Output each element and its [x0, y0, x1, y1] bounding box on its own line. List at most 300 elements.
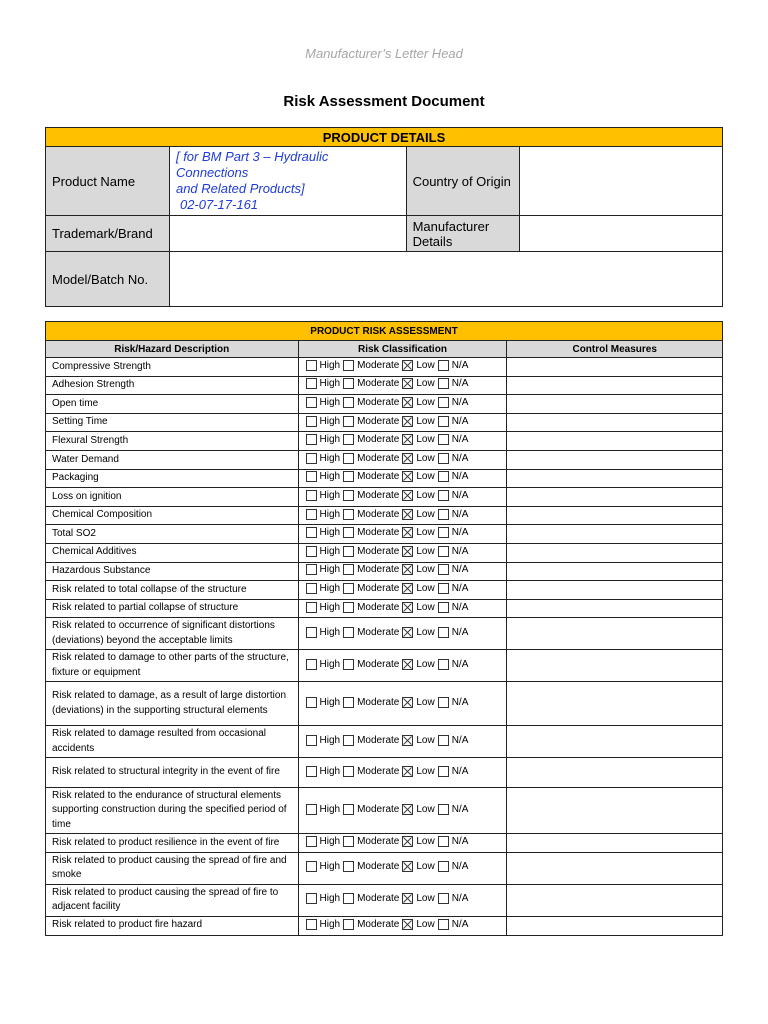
checkbox-icon[interactable] [306, 397, 317, 408]
risk-description: Risk related to damage to other parts of the structure, fixture or equipment [46, 650, 299, 682]
option-low[interactable] [402, 861, 434, 872]
checkbox-icon[interactable] [343, 659, 354, 670]
option-high[interactable] [306, 735, 341, 746]
risk-classification [298, 469, 507, 488]
option-label: N/A [451, 765, 469, 777]
option-high[interactable] [306, 804, 341, 815]
option-label: Low [416, 582, 435, 594]
checkbox-icon[interactable] [402, 453, 413, 464]
checkbox-icon[interactable] [402, 583, 413, 594]
risk-row [46, 395, 723, 414]
option-na[interactable] [438, 697, 469, 708]
risk-description: Total SO2 [46, 525, 299, 544]
checkbox-icon[interactable] [402, 360, 413, 371]
checkbox-icon[interactable] [343, 471, 354, 482]
option-high[interactable] [306, 893, 341, 904]
checkbox-icon[interactable] [402, 602, 413, 613]
option-label: Low [416, 626, 435, 638]
option-label: Moderate [357, 471, 400, 483]
option-na[interactable] [438, 804, 469, 815]
option-moderate[interactable] [343, 416, 399, 427]
option-moderate[interactable] [343, 509, 399, 520]
checkbox-icon[interactable] [438, 836, 449, 847]
option-label: Moderate [357, 378, 400, 390]
risk-classification [298, 852, 507, 884]
country-of-origin-value[interactable] [519, 147, 722, 216]
option-na[interactable] [438, 416, 469, 427]
risk-assessment-table [45, 321, 723, 936]
checkbox-icon[interactable] [438, 416, 449, 427]
checkbox-icon[interactable] [343, 416, 354, 427]
checkbox-icon[interactable] [438, 509, 449, 520]
checkbox-icon[interactable] [306, 583, 317, 594]
product-name-label: Product Name [46, 147, 170, 216]
option-low[interactable] [402, 564, 434, 575]
risk-row [46, 562, 723, 581]
option-moderate[interactable] [343, 697, 399, 708]
option-label: N/A [451, 508, 469, 520]
option-label: High [319, 434, 341, 446]
control-measures-cell[interactable] [507, 884, 723, 916]
option-high[interactable] [306, 416, 341, 427]
option-low[interactable] [402, 434, 434, 445]
option-label: Moderate [357, 489, 400, 501]
option-low[interactable] [402, 471, 434, 482]
checkbox-icon[interactable] [343, 434, 354, 445]
checkbox-icon[interactable] [306, 490, 317, 501]
checkbox-icon[interactable] [343, 861, 354, 872]
option-low[interactable] [402, 583, 434, 594]
checkbox-icon[interactable] [402, 416, 413, 427]
option-moderate[interactable] [343, 564, 399, 575]
option-low[interactable] [402, 804, 434, 815]
option-high[interactable] [306, 509, 341, 520]
checkbox-icon[interactable] [438, 434, 449, 445]
checkbox-icon[interactable] [402, 804, 413, 815]
option-label: High [319, 836, 341, 848]
option-na[interactable] [438, 766, 469, 777]
checkbox-icon[interactable] [438, 861, 449, 872]
checkbox-icon[interactable] [402, 836, 413, 847]
option-high[interactable] [306, 602, 341, 613]
control-measures-cell[interactable] [507, 834, 723, 853]
option-na[interactable] [438, 360, 469, 371]
control-measures-cell[interactable] [507, 413, 723, 432]
option-high[interactable] [306, 360, 341, 371]
option-low[interactable] [402, 527, 434, 538]
option-low[interactable] [402, 766, 434, 777]
option-label: Moderate [357, 696, 400, 708]
checkbox-icon[interactable] [438, 546, 449, 557]
option-moderate[interactable] [343, 527, 399, 538]
option-na[interactable] [438, 490, 469, 501]
checkbox-icon[interactable] [438, 453, 449, 464]
option-moderate[interactable] [343, 836, 399, 847]
control-measures-cell[interactable] [507, 581, 723, 600]
control-measures-cell[interactable] [507, 682, 723, 726]
option-moderate[interactable] [343, 766, 399, 777]
checkbox-icon[interactable] [438, 627, 449, 638]
option-high[interactable] [306, 919, 341, 930]
model-batch-value[interactable] [169, 252, 722, 307]
option-na[interactable] [438, 583, 469, 594]
option-na[interactable] [438, 527, 469, 538]
option-na[interactable] [438, 836, 469, 847]
control-measures-cell[interactable] [507, 506, 723, 525]
checkbox-icon[interactable] [438, 602, 449, 613]
option-high[interactable] [306, 627, 341, 638]
option-high[interactable] [306, 836, 341, 847]
checkbox-icon[interactable] [306, 766, 317, 777]
checkbox-icon[interactable] [343, 527, 354, 538]
control-measures-cell[interactable] [507, 432, 723, 451]
checkbox-icon[interactable] [402, 546, 413, 557]
checkbox-icon[interactable] [343, 509, 354, 520]
option-na[interactable] [438, 627, 469, 638]
option-label: Low [416, 545, 435, 557]
checkbox-icon[interactable] [343, 836, 354, 847]
checkbox-icon[interactable] [402, 627, 413, 638]
option-moderate[interactable] [343, 804, 399, 815]
risk-classification [298, 358, 507, 377]
risk-row [46, 488, 723, 507]
checkbox-icon[interactable] [306, 697, 317, 708]
risk-classification [298, 432, 507, 451]
checkbox-icon[interactable] [306, 735, 317, 746]
option-high[interactable] [306, 490, 341, 501]
checkbox-icon[interactable] [343, 583, 354, 594]
checkbox-icon[interactable] [438, 893, 449, 904]
option-na[interactable] [438, 546, 469, 557]
option-high[interactable] [306, 861, 341, 872]
option-high[interactable] [306, 453, 341, 464]
checkbox-icon[interactable] [343, 893, 354, 904]
option-low[interactable] [402, 378, 434, 389]
risk-classification [298, 618, 507, 650]
option-na[interactable] [438, 659, 469, 670]
option-na[interactable] [438, 378, 469, 389]
option-label: N/A [451, 696, 469, 708]
option-low[interactable] [402, 490, 434, 501]
checkbox-icon[interactable] [306, 434, 317, 445]
option-na[interactable] [438, 471, 469, 482]
risk-description: Flexural Strength [46, 432, 299, 451]
option-na[interactable] [438, 397, 469, 408]
checkbox-icon[interactable] [402, 509, 413, 520]
checkbox-icon[interactable] [402, 735, 413, 746]
option-low[interactable] [402, 697, 434, 708]
option-label: Moderate [357, 861, 400, 873]
option-low[interactable] [402, 397, 434, 408]
checkbox-icon[interactable] [343, 453, 354, 464]
option-moderate[interactable] [343, 919, 399, 930]
checkbox-icon[interactable] [306, 919, 317, 930]
risk-row [46, 543, 723, 562]
option-moderate[interactable] [343, 602, 399, 613]
checkbox-icon[interactable] [306, 564, 317, 575]
col-risk-classification: Risk Classification [298, 341, 507, 358]
option-moderate[interactable] [343, 659, 399, 670]
checkbox-icon[interactable] [438, 471, 449, 482]
checkbox-icon[interactable] [343, 697, 354, 708]
checkbox-icon[interactable] [343, 766, 354, 777]
risk-row [46, 852, 723, 884]
checkbox-icon[interactable] [343, 378, 354, 389]
risk-row [46, 787, 723, 834]
option-low[interactable] [402, 416, 434, 427]
option-moderate[interactable] [343, 471, 399, 482]
checkbox-icon[interactable] [306, 453, 317, 464]
checkbox-icon[interactable] [438, 564, 449, 575]
option-label: N/A [451, 527, 469, 539]
checkbox-icon[interactable] [402, 766, 413, 777]
checkbox-icon[interactable] [438, 527, 449, 538]
checkbox-icon[interactable] [343, 564, 354, 575]
risk-description: Risk related to product causing the spread of fire to adjacent facility [46, 884, 299, 916]
option-low[interactable] [402, 836, 434, 847]
checkbox-icon[interactable] [343, 735, 354, 746]
checkbox-icon[interactable] [402, 659, 413, 670]
option-moderate[interactable] [343, 546, 399, 557]
control-measures-cell[interactable] [507, 543, 723, 562]
option-high[interactable] [306, 471, 341, 482]
control-measures-cell[interactable] [507, 525, 723, 544]
option-label: High [319, 861, 341, 873]
checkbox-icon[interactable] [402, 893, 413, 904]
checkbox-icon[interactable] [306, 378, 317, 389]
control-measures-cell[interactable] [507, 395, 723, 414]
risk-description: Chemical Composition [46, 506, 299, 525]
option-moderate[interactable] [343, 893, 399, 904]
option-label: N/A [451, 836, 469, 848]
option-label: High [319, 527, 341, 539]
option-label: Moderate [357, 836, 400, 848]
option-label: Moderate [357, 601, 400, 613]
checkbox-icon[interactable] [343, 360, 354, 371]
checkbox-icon[interactable] [402, 378, 413, 389]
risk-classification [298, 599, 507, 618]
option-moderate[interactable] [343, 583, 399, 594]
risk-classification [298, 581, 507, 600]
checkbox-icon[interactable] [343, 804, 354, 815]
option-low[interactable] [402, 546, 434, 557]
option-low[interactable] [402, 919, 434, 930]
checkbox-icon[interactable] [306, 893, 317, 904]
option-label: High [319, 378, 341, 390]
option-moderate[interactable] [343, 378, 399, 389]
checkbox-icon[interactable] [438, 397, 449, 408]
option-label: Low [416, 836, 435, 848]
risk-description: Risk related to total collapse of the structure [46, 581, 299, 600]
option-moderate[interactable] [343, 735, 399, 746]
control-measures-cell[interactable] [507, 469, 723, 488]
option-label: N/A [451, 564, 469, 576]
control-measures-cell[interactable] [507, 450, 723, 469]
option-low[interactable] [402, 509, 434, 520]
checkbox-icon[interactable] [343, 602, 354, 613]
option-label: Moderate [357, 415, 400, 427]
option-label: Low [416, 396, 435, 408]
risk-classification [298, 758, 507, 788]
option-high[interactable] [306, 434, 341, 445]
option-high[interactable] [306, 378, 341, 389]
risk-row [46, 682, 723, 726]
option-moderate[interactable] [343, 397, 399, 408]
risk-description: Compressive Strength [46, 358, 299, 377]
checkbox-icon[interactable] [438, 919, 449, 930]
control-measures-cell[interactable] [507, 916, 723, 935]
option-low[interactable] [402, 627, 434, 638]
control-measures-cell[interactable] [507, 376, 723, 395]
checkbox-icon[interactable] [306, 861, 317, 872]
risk-row [46, 834, 723, 853]
risk-description: Adhesion Strength [46, 376, 299, 395]
option-high[interactable] [306, 564, 341, 575]
option-low[interactable] [402, 735, 434, 746]
checkbox-icon[interactable] [306, 527, 317, 538]
checkbox-icon[interactable] [438, 766, 449, 777]
option-moderate[interactable] [343, 861, 399, 872]
control-measures-cell[interactable] [507, 852, 723, 884]
risk-classification [298, 395, 507, 414]
option-low[interactable] [402, 659, 434, 670]
option-na[interactable] [438, 602, 469, 613]
control-measures-cell[interactable] [507, 758, 723, 788]
option-high[interactable] [306, 397, 341, 408]
option-na[interactable] [438, 919, 469, 930]
checkbox-icon[interactable] [306, 509, 317, 520]
risk-row [46, 884, 723, 916]
option-label: Low [416, 434, 435, 446]
option-na[interactable] [438, 453, 469, 464]
checkbox-icon[interactable] [438, 735, 449, 746]
option-high[interactable] [306, 766, 341, 777]
checkbox-icon[interactable] [438, 490, 449, 501]
checkbox-icon[interactable] [438, 659, 449, 670]
risk-classification [298, 787, 507, 834]
risk-row [46, 581, 723, 600]
option-label: Moderate [357, 508, 400, 520]
option-label: High [319, 918, 341, 930]
option-label: Low [416, 359, 435, 371]
option-label: Low [416, 508, 435, 520]
product-name-value[interactable] [169, 147, 406, 216]
checkbox-icon[interactable] [343, 546, 354, 557]
checkbox-icon[interactable] [402, 697, 413, 708]
risk-row [46, 376, 723, 395]
option-label: Moderate [357, 564, 400, 576]
checkbox-icon[interactable] [343, 397, 354, 408]
checkbox-icon[interactable] [402, 434, 413, 445]
checkbox-icon[interactable] [343, 490, 354, 501]
option-low[interactable] [402, 360, 434, 371]
option-high[interactable] [306, 527, 341, 538]
option-high[interactable] [306, 697, 341, 708]
checkbox-icon[interactable] [343, 919, 354, 930]
risk-description: Packaging [46, 469, 299, 488]
checkbox-icon[interactable] [306, 360, 317, 371]
option-label: Low [416, 893, 435, 905]
risk-row [46, 432, 723, 451]
option-low[interactable] [402, 602, 434, 613]
option-high[interactable] [306, 659, 341, 670]
control-measures-cell[interactable] [507, 599, 723, 618]
control-measures-cell[interactable] [507, 618, 723, 650]
manufacturer-details-value[interactable] [519, 216, 722, 252]
letterhead: Manufacturer’s Letter Head [305, 46, 463, 61]
control-measures-cell[interactable] [507, 787, 723, 834]
control-measures-cell[interactable] [507, 650, 723, 682]
checkbox-icon[interactable] [438, 583, 449, 594]
option-label: Moderate [357, 527, 400, 539]
option-high[interactable] [306, 583, 341, 594]
risk-description: Risk related to structural integrity in the event of fire [46, 758, 299, 788]
checkbox-icon[interactable] [306, 471, 317, 482]
option-label: Moderate [357, 434, 400, 446]
option-moderate[interactable] [343, 360, 399, 371]
option-label: N/A [451, 378, 469, 390]
option-label: Low [416, 918, 435, 930]
checkbox-icon[interactable] [402, 919, 413, 930]
checkbox-icon[interactable] [438, 378, 449, 389]
checkbox-icon[interactable] [402, 397, 413, 408]
option-na[interactable] [438, 434, 469, 445]
checkbox-icon[interactable] [306, 627, 317, 638]
risk-classification [298, 682, 507, 726]
option-high[interactable] [306, 546, 341, 557]
checkbox-icon[interactable] [306, 546, 317, 557]
control-measures-cell[interactable] [507, 562, 723, 581]
checkbox-icon[interactable] [438, 697, 449, 708]
control-measures-cell[interactable] [507, 358, 723, 377]
option-low[interactable] [402, 893, 434, 904]
checkbox-icon[interactable] [306, 836, 317, 847]
checkbox-icon[interactable] [306, 416, 317, 427]
risk-classification [298, 506, 507, 525]
checkbox-icon[interactable] [402, 527, 413, 538]
trademark-value[interactable] [169, 216, 406, 252]
option-na[interactable] [438, 735, 469, 746]
checkbox-icon[interactable] [438, 804, 449, 815]
option-moderate[interactable] [343, 434, 399, 445]
checkbox-icon[interactable] [306, 804, 317, 815]
control-measures-cell[interactable] [507, 488, 723, 507]
option-na[interactable] [438, 861, 469, 872]
option-na[interactable] [438, 564, 469, 575]
risk-assessment-header: PRODUCT RISK ASSESSMENT [46, 322, 723, 341]
risk-classification [298, 488, 507, 507]
checkbox-icon[interactable] [306, 602, 317, 613]
option-moderate[interactable] [343, 627, 399, 638]
option-moderate[interactable] [343, 490, 399, 501]
option-low[interactable] [402, 453, 434, 464]
checkbox-icon[interactable] [402, 471, 413, 482]
checkbox-icon[interactable] [438, 360, 449, 371]
checkbox-icon[interactable] [343, 627, 354, 638]
option-moderate[interactable] [343, 453, 399, 464]
checkbox-icon[interactable] [402, 564, 413, 575]
option-label: High [319, 582, 341, 594]
checkbox-icon[interactable] [402, 861, 413, 872]
option-label: N/A [451, 545, 469, 557]
checkbox-icon[interactable] [402, 490, 413, 501]
option-na[interactable] [438, 509, 469, 520]
option-na[interactable] [438, 893, 469, 904]
option-label: High [319, 359, 341, 371]
control-measures-cell[interactable] [507, 726, 723, 758]
checkbox-icon[interactable] [306, 659, 317, 670]
option-label: High [319, 415, 341, 427]
